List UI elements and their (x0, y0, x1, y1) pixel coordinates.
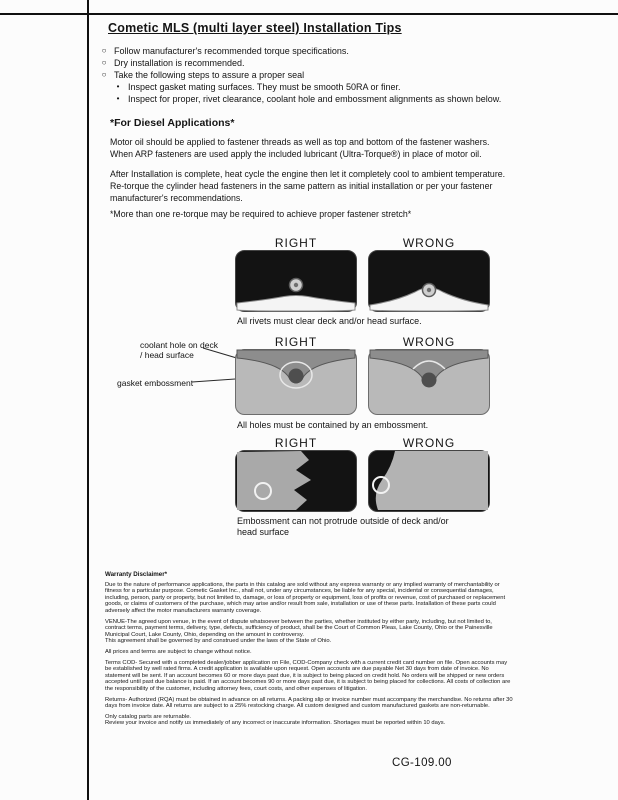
diagram-rivet-wrong (368, 250, 490, 312)
catalog-number: CG-109.00 (392, 757, 452, 769)
warranty-paragraph: VENUE-The agreed upon venue, in the event of dispute whatsoever between the parties, whether instituted by either party, including, but not limited to, contract terms, payment terms, delivery, type, defects, sufficiency of product, shall be the Court of Common Pleas, Lake County, Ohio or the Painesville Municipal Court, Lake County, Ohio, depending on the amount in controversy. (105, 618, 493, 638)
dot-bullet-icon: • (116, 94, 120, 103)
warranty-section (105, 572, 513, 731)
circle-bullet-icon: ○ (101, 46, 107, 55)
diagram-embossment-wrong (368, 450, 490, 512)
row1-wrong-header: WRONG (402, 236, 456, 250)
dot-bullet-icon: • (116, 82, 120, 91)
callout-coolant-hole-label: coolant hole on deck / head surface (140, 340, 218, 360)
diesel-paragraph-1: Motor oil should be applied to fastener threads as well as top and bottom of the fastener washers. When ARP fasteners are used apply the included lubricant (Ultra-Torque®) in place of motor oil. (110, 137, 490, 159)
row3-right-header: RIGHT (274, 436, 318, 450)
warranty-heading: Warranty Disclaimer* (105, 571, 168, 578)
warranty-paragraph: Returns- Authorized (RQA) must be obtained in advance on all returns. A packing slip or invoice number must accompany the merchandise. No returns after 30 days from invoice date. All returns are subject to a 25% restocking charge. All custom designed and custom manufactured gaskets are non-returnable. (105, 696, 513, 710)
diesel-paragraph-2: After Installation is complete, heat cycle the engine then let it completely cool to ambient temperature. Re-torque the cylinder head fasteners in the same pattern as initial installation or per your fastener manufacturer's recommendations. (110, 169, 506, 203)
tip-item (100, 45, 504, 57)
callout-gasket-embossment-label: gasket embossment (117, 378, 194, 388)
warranty-paragraph: Terms COD- Secured with a completed dealer/jobber application on File, COD-Company check with a current credit card number on file. Open accounts may be established by well rated firms. A credit application is available upon request. Open accounts are due payable Net 30 days from date of invoice. No statement will be sent. If an account becomes 60 or more days past due, it is subject to being placed on credit hold. No orders will be shipped or new orders accepted until past due balance is paid. If an account becomes 90 or more days past due, it is subject to being placed for collections. All costs of collection are the responsibility of the customer, including attorney fees, court costs, and other expenses of litigation. (105, 659, 511, 692)
circle-bullet-icon: ○ (101, 58, 107, 67)
row2-caption: All holes must be contained by an embossment. (237, 420, 429, 430)
warranty-paragraph: Review your invoice and notify us immediately of any incorrect or inaccurate information. Shortages must be reported within 10 days. (105, 720, 446, 727)
warranty-paragraph: Only catalog parts are returnable. (105, 713, 192, 720)
tip-text: Dry installation is recommended. (114, 58, 245, 68)
tip-text: Follow manufacturer's recommended torque specifications. (114, 46, 349, 56)
row2-wrong-header: WRONG (402, 335, 456, 349)
warranty-paragraph: This agreement shall be governed by and construed under the laws of the State of Ohio. (105, 638, 332, 645)
warranty-paragraph: Due to the nature of performance applications, the parts in this catalog are sold without any express warranty or any implied warranty of merchantability or fitness for a particular purpose. Cometic Gasket Inc., shall not, under any circumstances, be liable for any special, incidental or consequential damages, including, person, party or property, but not limited to, damage, or loss of property or equipment, loss of profits or revenue, cost of purchased or replacement goods, or claims of customers of the purchase, which may arise and/or result from sale, installation or use of these parts. Installation of these parts could adversely affect the motor manufacturers warranty coverage. (105, 581, 506, 614)
row1-right-header: RIGHT (274, 236, 318, 250)
page-title: Cometic MLS (multi layer steel) Installation Tips (108, 21, 402, 35)
tip-sub-item (114, 81, 518, 93)
diagram-rivet-right (235, 250, 357, 312)
row1-caption: All rivets must clear deck and/or head surface. (237, 316, 422, 326)
tip-text: Inspect gasket mating surfaces. They must be smooth 50RA or finer. (128, 82, 401, 92)
row3-wrong-header: WRONG (402, 436, 456, 450)
tip-item (100, 57, 504, 69)
row2-right-header: RIGHT (274, 335, 318, 349)
diagram-coolant-hole-wrong (368, 349, 490, 415)
warranty-paragraph: All prices and terms are subject to change without notice. (105, 648, 252, 655)
tip-item (100, 69, 504, 81)
tip-sub-item (114, 93, 518, 105)
tip-text: Inspect for proper, rivet clearance, coolant hole and embossment alignments as shown below. (128, 94, 502, 104)
page-border-left (87, 0, 89, 800)
diesel-heading: *For Diesel Applications* (110, 117, 235, 129)
page-border-top (0, 13, 618, 15)
row3-caption: Embossment can not protrude outside of deck and/or head surface (237, 516, 449, 537)
diagram-embossment-right (235, 450, 357, 512)
tip-text: Take the following steps to assure a proper seal (114, 70, 305, 80)
retorque-note: *More than one re-torque may be required to achieve proper fastener stretch* (110, 209, 412, 219)
diagram-coolant-hole-right (235, 349, 357, 415)
circle-bullet-icon: ○ (101, 70, 107, 79)
